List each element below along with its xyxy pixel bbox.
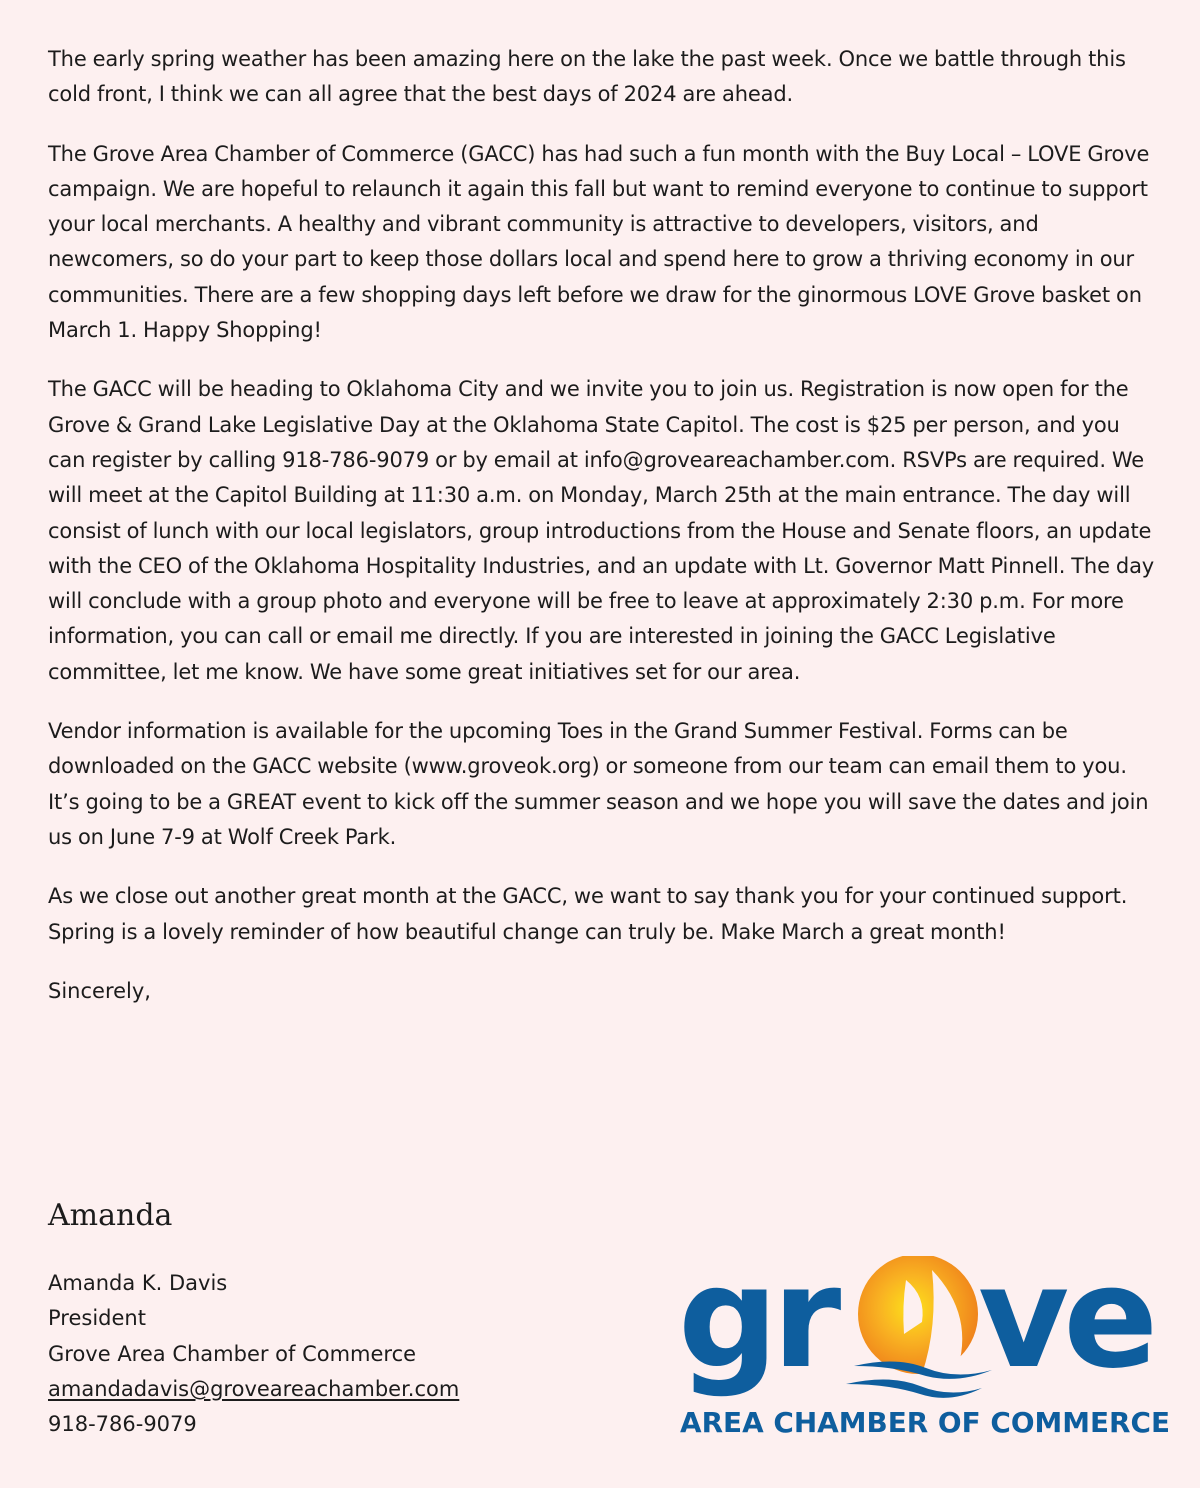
paragraph-thank-you: As we close out another great month at the GACC, we want to say thank you for your continued support. Spring is a lovely reminder of how beautiful change can truly be. Make March a great month! bbox=[48, 884, 1128, 944]
letter-body bbox=[48, 42, 1158, 1009]
grove-chamber-logo bbox=[676, 1256, 1176, 1446]
sender-name: Amanda K. Davis bbox=[48, 1271, 228, 1295]
closing-salutation: Sincerely, bbox=[48, 978, 151, 1003]
paragraph-weather: The early spring weather has been amazing here on the lake the past week. Once we battle through this cold front, I think we can all agree that the best days of 2024 are ahead. bbox=[48, 47, 1126, 107]
sender-phone: 918-786-9079 bbox=[48, 1412, 197, 1437]
waves-icon bbox=[846, 1361, 992, 1397]
paragraph-buy-local: The Grove Area Chamber of Commerce (GACC) has had such a fun month with the Buy Local – LOVE Grove campaign. We are hopeful to relaunch it again this fall but want to remind everyone to continue to support your local merchants. A healthy and vibrant community is attractive to developers, visitors, and newcomers, so do your part to keep those dollars local and spend here to grow a thriving economy in our communities. There are a few shopping days left before we draw for the ginormous LOVE Grove basket on March 1. Happy Shopping! bbox=[48, 141, 1150, 343]
sender-email-link[interactable]: amandadavis@groveareachamber.com bbox=[48, 1376, 460, 1401]
sender-block bbox=[48, 1266, 459, 1442]
sender-organization: Grove Area Chamber of Commerce bbox=[48, 1341, 417, 1366]
paragraph-vendor-info: Vendor information is available for the upcoming Toes in the Grand Summer Festival. Forms can be downloaded on the GACC website (www.groveok.org) or someone from our team can email them to you. It’s going to be a GREAT event to kick off the summer season and we hope you will save the dates and join us on June 7-9 at Wolf Creek Park. bbox=[48, 719, 1149, 849]
logo-word-right: ve bbox=[978, 1256, 1153, 1400]
paragraph-legislative-day: The GACC will be heading to Oklahoma City and we invite you to join us. Registration is now open for the Grove & Grand Lake Legislative Day at the Oklahoma State Capitol. The cost is $25 per person, and you can register by calling 918-786-9079 or by email at info@groveareachamber.com. RSVPs are required. We will meet at the Capitol Building at 11:30 a.m. on Monday, March 25th at the main entrance. The day will consist of lunch with our local legislators, group introductions from the House and Senate floors, an update with the CEO of the Oklahoma Hospitality Industries, and an update with Lt. Governor Matt Pinnell. The day will conclude with a group photo and everyone will be free to leave at approximately 2:30 p.m. For more information, you can call or email me directly. If you are interested in joining the GACC Legislative committee, let me know. We have some great initiatives set for our area. bbox=[48, 377, 1155, 684]
sender-title: President bbox=[48, 1306, 146, 1331]
logo-word-left: gr bbox=[678, 1256, 836, 1400]
signature: Amanda bbox=[48, 1198, 173, 1233]
logo-tagline: AREA CHAMBER OF COMMERCE bbox=[680, 1407, 1170, 1439]
sun-sailboat-icon bbox=[858, 1256, 978, 1374]
